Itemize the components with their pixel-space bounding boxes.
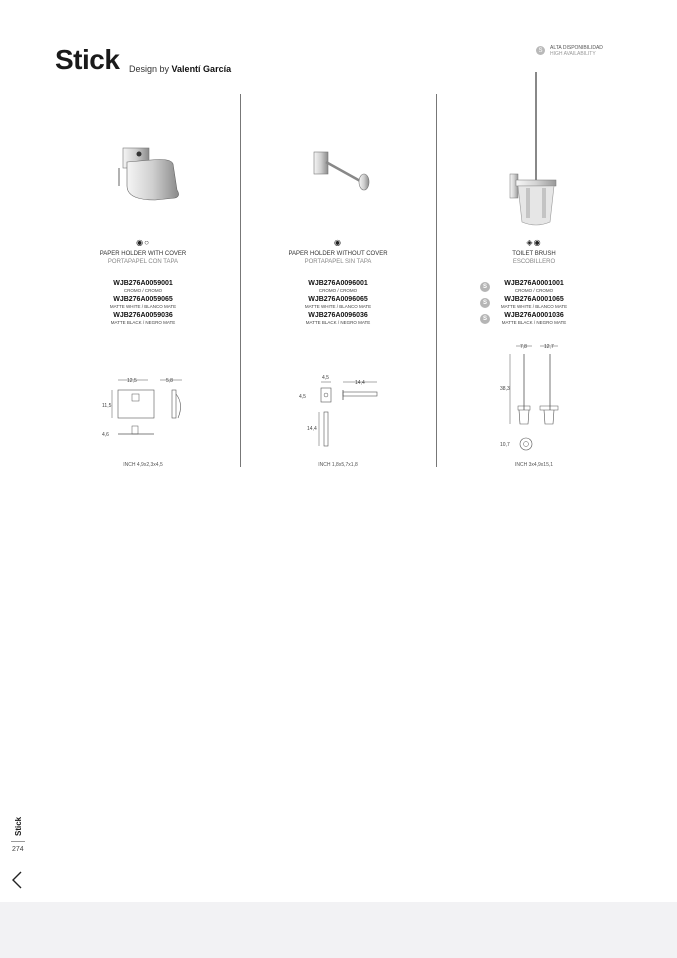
product-code-item: [45, 280, 241, 296]
availability-label-en: HIGH AVAILABILITY: [550, 51, 596, 57]
product-code-list: [45, 280, 241, 328]
product-name-es: PORTAPAPEL SIN TAPA: [304, 259, 372, 265]
product-code-item: [436, 280, 632, 296]
product-code: WJB276A0059036: [113, 312, 173, 319]
chevron-left-icon[interactable]: [10, 871, 24, 889]
product-code-list: [240, 280, 436, 328]
dim-label: 10,7: [500, 442, 510, 448]
product-code-item: [240, 312, 436, 328]
high-availability-icon: S: [480, 282, 490, 292]
designer-prefix: Design by: [129, 64, 170, 74]
product-finish: MATTE WHITE / BLANCO MATE: [500, 304, 568, 309]
product-code-item: [240, 296, 436, 312]
product-code: WJB276A0096001: [308, 280, 368, 287]
product-code: WJB276A0001036: [504, 312, 564, 319]
toilet-brush-image: [506, 70, 566, 232]
product-name: PAPER HOLDER WITH COVER: [99, 251, 187, 257]
product-code: WJB276A0096036: [308, 312, 368, 319]
dimension-drawing: [496, 340, 576, 460]
dim-label: 14,4: [307, 426, 317, 432]
product-code-item: [45, 312, 241, 328]
product-finish: CROMO / CROMO: [123, 288, 163, 293]
measure-inches: INCH 4,9x2,3x4,5: [123, 462, 163, 468]
product-finish: MATTE WHITE / BLANCO MATE: [304, 304, 372, 309]
dim-label: 4,5: [299, 394, 306, 400]
product-code-item: [240, 280, 436, 296]
page-number: 274: [12, 846, 24, 853]
dim-label: 4,5: [322, 375, 329, 381]
finish-swatches: ◉○: [136, 238, 150, 247]
divider: [11, 841, 25, 842]
paper-holder-cover-image: [115, 144, 181, 204]
product-code-item: [436, 312, 632, 328]
product-name-es: ESCOBILLERO: [512, 259, 556, 265]
dim-label: 14,4: [355, 380, 365, 386]
bottom-toolbar: [0, 902, 677, 958]
product-finish: MATTE BLACK / NEGRO MATE: [305, 320, 371, 325]
product-code: WJB276A0059001: [113, 280, 173, 287]
product-finish: CROMO / CROMO: [318, 288, 358, 293]
high-availability-icon: S: [480, 298, 490, 308]
product-code: WJB276A0096065: [308, 296, 368, 303]
product-code: WJB276A0001001: [504, 280, 564, 287]
finish-swatches: ◉: [334, 238, 342, 247]
availability-label-es: ALTA DISPONIBILIDAD: [550, 45, 603, 51]
product-code: WJB276A0001065: [504, 296, 564, 303]
measure-inches: INCH 3x4,9x15,1: [514, 462, 554, 468]
product-finish: MATTE WHITE / BLANCO MATE: [109, 304, 177, 309]
paper-holder-no-cover-image: [308, 146, 374, 198]
product-code-item: [45, 296, 241, 312]
product-name: TOILET BRUSH: [512, 251, 556, 257]
dim-label: 4,6: [102, 432, 109, 438]
product-finish: MATTE BLACK / NEGRO MATE: [110, 320, 176, 325]
product-name-es: PORTAPAPEL CON TAPA: [107, 259, 179, 265]
dimension-drawing: [100, 374, 200, 454]
page-title: Stick: [55, 44, 120, 75]
product-code-list: [436, 280, 632, 328]
product-finish: MATTE BLACK / NEGRO MATE: [501, 320, 567, 325]
side-collection-label: Stick: [14, 816, 23, 836]
product-code-item: [436, 296, 632, 312]
high-availability-icon: S: [480, 314, 490, 324]
dim-label: 5,8: [166, 378, 173, 384]
product-finish: CROMO / CROMO: [514, 288, 554, 293]
designer-name: Valentí García: [171, 64, 232, 74]
designer-credit: [129, 64, 231, 74]
availability-icon: S: [536, 46, 545, 55]
dim-label: 11,5: [102, 403, 112, 409]
finish-swatches: ◈◉: [526, 238, 542, 247]
dimension-drawing: [295, 372, 395, 460]
dim-label: 38,3: [500, 386, 510, 392]
dim-label: 12,5: [127, 378, 137, 384]
dim-label: 7,8: [520, 344, 527, 350]
product-code: WJB276A0059065: [113, 296, 173, 303]
product-name: PAPER HOLDER WITHOUT COVER: [288, 251, 388, 257]
dim-label: 12,7: [544, 344, 554, 350]
measure-inches: INCH 1,8x5,7x1,8: [318, 462, 358, 468]
